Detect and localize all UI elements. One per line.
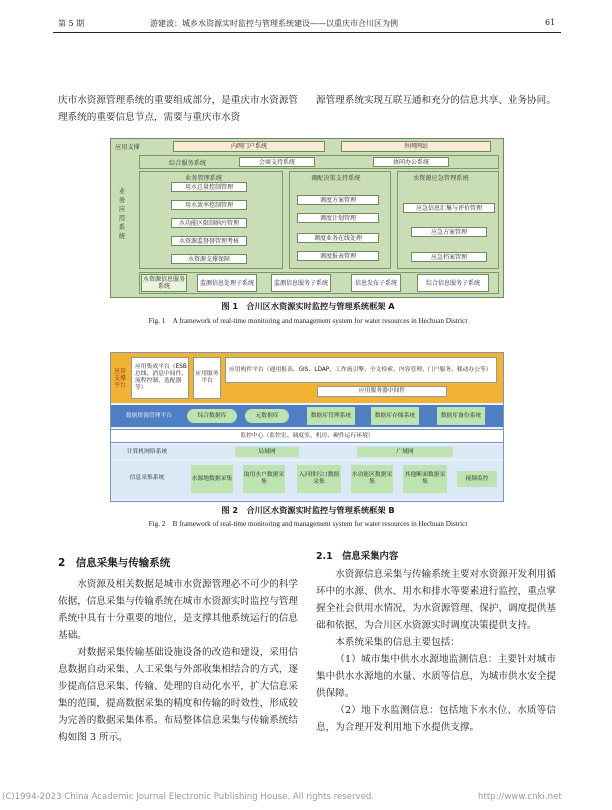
biz-item: 水功能区限制纳污管理 <box>171 218 247 228</box>
biz-group-label: 业务管理系统 <box>185 175 223 182</box>
info-service-box: 信息发布子系统 <box>351 274 401 292</box>
biz-item: 用水总量控制管理 <box>171 182 247 192</box>
app-access-label: 应用支撑 <box>115 144 140 151</box>
db-box: 数据库管理系统 <box>307 407 355 425</box>
emergency-item: 应急信息汇集与评价管理 <box>403 203 495 213</box>
section-2-1-paragraph: （2）地下水监测信息：包括地下水水位、水质等信息，为合理开发利用地下水提供支撑。 <box>316 705 556 733</box>
figure-1-caption-en: Fig. 1 A framework of real-time monitoring and management system for water resources in Hechuan District <box>148 317 468 325</box>
emergency-item: 应急方案管理 <box>411 227 487 237</box>
running-title: 游建波：城乡水资源实时监控与管理系统建设——以重庆市合川区为例 <box>150 19 398 28</box>
collect-item: 视频监控 <box>457 471 497 487</box>
collect-item: 水源地数据采集 <box>191 465 233 493</box>
collect-item: 其他断面数据采集 <box>403 465 447 493</box>
page-number: 61 <box>545 18 556 27</box>
lan-box: 局域网 <box>235 447 299 457</box>
section-2-title: 2 信息采集与传输系统 <box>58 557 171 569</box>
collect-item: 入河排污口数据采集 <box>297 465 341 493</box>
figure-2-caption: 图 2 合川区水资源实时监控与管理系统框架 B <box>221 505 395 515</box>
info-service-box: 综合信息服务子系统 <box>417 274 489 292</box>
figure-1 <box>110 138 504 298</box>
db-box: 数据库存储系统 <box>371 407 419 425</box>
office-box: 协同办公系统 <box>373 157 449 167</box>
section-2-1-paragraph: （1）城市集中供水水源地监测信息：主要针对城市集中供水水源地的水量、水质等信息，为城市供水安全提供保障。 <box>316 654 556 699</box>
biz-item: 水资源监督督管理考核 <box>171 236 247 246</box>
integrated-service-label: 综合服务系统 <box>169 160 207 167</box>
section-2-1 <box>316 548 556 736</box>
cnki-link[interactable]: http://www.cnki.net <box>478 792 562 802</box>
db-box: 综合数据库 <box>187 409 237 423</box>
section-2-1-title: 2.1 信息采集内容 <box>316 551 399 562</box>
figure-2 <box>110 352 504 502</box>
figure-2-caption-en: Fig. 2 B framework of real-time monitoring and management system for water resources in Hechuan District <box>148 520 468 528</box>
app-platform-label: 应用支撑平台 <box>113 367 126 389</box>
network-label: 计算机网络系统 <box>126 448 168 455</box>
dispatch-group-label: 调配决策支持系统 <box>311 175 361 182</box>
section-2 <box>58 555 298 746</box>
section-2-paragraph: 水资源及相关数据是城市水资源管理必不可少的科学依据，信息采集与传输系统在城市水资源实时监控与管理系统中具有十分重要的地位，是支撑其他系统运行的信息基础。 <box>58 579 298 641</box>
biz-item: 水资源支撑保障 <box>171 254 247 264</box>
dispatch-item: 调度计划管理 <box>297 213 379 223</box>
figure-1-caption: 图 1 合川区水资源实时监控与管理系统框架 A <box>221 301 395 311</box>
intranet-portal-box: 内网门户系统 <box>173 141 325 152</box>
app-middleware-box: 应用服务器中间件 <box>317 386 447 397</box>
app-component-box: 应用构件平台（通用报表、GIS、LDAP、工作流引擎、全文检索、内容管理、门户服务、移动办公等） <box>225 357 497 383</box>
business-app-label: 业务应用系统 <box>118 187 126 240</box>
monitor-center: 监控中心（监控室、调度室、机房、硬件运行环境） <box>111 429 503 443</box>
dispatch-item: 调度方案管理 <box>297 195 379 205</box>
biz-item: 用水效率控制管理 <box>171 200 247 210</box>
emergency-item: 应急档案管理 <box>411 252 487 262</box>
wan-box: 广域网 <box>357 447 453 457</box>
collect-item: 取用水户数据采集 <box>243 465 285 493</box>
header-rule <box>53 32 561 33</box>
section-2-1-paragraph: 水资源信息采集与传输系统主要对水资源开发利用循环中的水源、供水、用水和排水等要素进行监控，重点掌握全社会供用水情况，为水资源管理、保护、调度提供基础和依据，为合川区水资源实时调度决策提供支持。 <box>316 569 556 631</box>
top-right-text: 源管理系统实现互联互通和充分的信息共享、业务协同。 <box>316 95 556 106</box>
dispatch-item: 调度报表管理 <box>297 251 379 261</box>
info-service-box: 监测信息处理子系统 <box>197 274 257 292</box>
collect-item: 水功能区数据采集 <box>351 465 393 493</box>
data-platform-label: 数据资源管理平台 <box>125 412 173 419</box>
top-left-text: 庆市水资源管理系统的重要组成部分，是重庆市水资源管理系统的重要信息节点，需要与重庆市水资 <box>58 95 298 123</box>
emergency-group-label: 水资源应急管理系统 <box>413 175 469 182</box>
issue-number: 第 5 期 <box>58 19 85 28</box>
db-box: 元数据库 <box>245 409 289 423</box>
app-integration-box: 应用集成平台（ESB总线、消息中间件、流程控制、选配器等） <box>131 357 189 399</box>
section-2-1-paragraph: 本系统采集的信息主要包括： <box>335 637 460 648</box>
collect-label: 信息采集系统 <box>129 474 165 481</box>
extranet-box: 外网网站 <box>341 141 491 152</box>
conference-box: 会商支持系统 <box>239 157 315 167</box>
app-service-platform-box: 应用服务平台 <box>193 357 221 399</box>
copyright-footer: (C)1994-2023 China Academic Journal Electronic Publishing House. All rights reserved. <box>2 792 375 802</box>
section-2-paragraph: 对数据采集传输基础设施设备的改造和建设，采用信息数据自动采集、人工采集与外部收集相结合的方式，逐步提高信息采集、传输、处理的自动化水平，扩大信息采集的范围，提高数据采集的精度和传输的时效性，形成较为完善的数据采集体系。布局整体信息采集与传输系统结构如图 3 所示。 <box>58 647 298 743</box>
dispatch-item: 调度业务在线处理 <box>297 233 379 243</box>
info-service-box: 水资源信息服务系统 <box>142 276 185 290</box>
db-box: 数据库备份系统 <box>437 407 485 425</box>
info-service-box: 监测信息服务子系统 <box>271 274 331 292</box>
